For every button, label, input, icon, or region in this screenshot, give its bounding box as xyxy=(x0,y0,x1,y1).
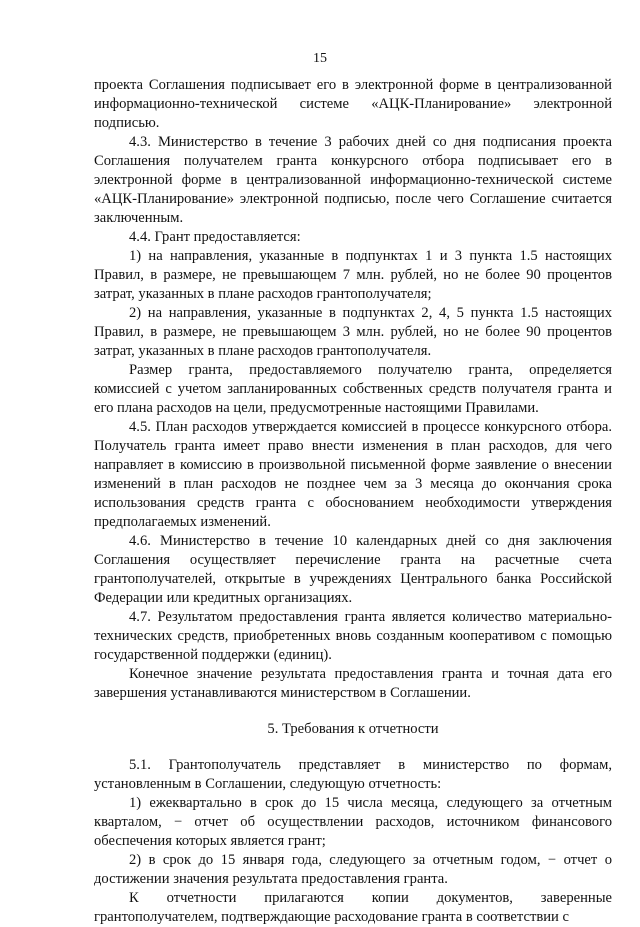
paragraph-4-6: 4.6. Министерство в течение 10 календарных дней со дня заключения Соглашения осуществляет перечисление гранта на расчетные счета грантополучателей, открытые в учреждениях Центрального банка Российской Федерации или кредитных организациях. xyxy=(94,533,612,606)
section-heading: 5. Требования к отчетности xyxy=(267,721,439,737)
paragraph-5-1-item-1: 1) ежеквартально в срок до 15 числа месяца, следующего за отчетным кварталом, − отчет об осуществлении расходов, источником финансового обеспечения которых является грант; xyxy=(94,795,612,849)
paragraph-5-1: 5.1. Грантополучатель представляет в министерство по формам, установленным в Соглашении, следующую отчетность: xyxy=(94,757,612,792)
paragraph-4-4: 4.4. Грант предоставляется: xyxy=(129,229,301,245)
paragraph-4-7: 4.7. Результатом предоставления гранта является количество материально-технических средств, приобретенных вновь созданным кооперативом с помощью государственной поддержки (единиц). xyxy=(94,609,612,663)
paragraph-attachments: К отчетности прилагаются копии документов, заверенные грантополучателем, подтверждающие расходование гранта в соответствии с xyxy=(94,890,612,925)
paragraph-grant-size: Размер гранта, предоставляемого получателю гранта, определяется комиссией с учетом запланированных собственных средств получателя гранта и его плана расходов на цели, предусмотренные настоящими Правилами. xyxy=(94,362,612,416)
paragraph-4-4-item-1: 1) на направления, указанные в подпунктах 1 и 3 пункта 1.5 настоящих Правил, в размере, не превышающем 7 млн. рублей, но не более 90 процентов затрат, указанных в плане расходов грантополучателя; xyxy=(94,248,612,302)
paragraph-continuation: проекта Соглашения подписывает его в электронной форме в централизованной информационно-технической системе «АЦК-Планирование» электронной подписью. xyxy=(94,77,612,131)
paragraph-4-5: 4.5. План расходов утверждается комиссией в процессе конкурсного отбора. Получатель гранта имеет право внести изменения в план расходов, для чего направляет в комиссию в произвольной письменной форме заявление о внесении изменений в план расходов не позднее чем за 3 месяца до окончания срока использования средств гранта с обоснованием необходимости утверждения предполагаемых изменений. xyxy=(94,419,612,530)
paragraph-4-4-item-2: 2) на направления, указанные в подпунктах 2, 4, 5 пункта 1.5 настоящих Правил, в размере, не превышающем 3 млн. рублей, но не более 90 процентов затрат, указанных в плане расходов грантополучателя. xyxy=(94,305,612,359)
page-number: 15 xyxy=(313,51,327,66)
document-body xyxy=(94,76,612,927)
paragraph-final-value: Конечное значение результата предоставления гранта и точная дата его завершения устанавливаются министерством в Соглашении. xyxy=(94,666,612,701)
paragraph-5-1-item-2: 2) в срок до 15 января года, следующего за отчетным годом, − отчет о достижении значения результата предоставления гранта. xyxy=(94,852,612,887)
paragraph-4-3: 4.3. Министерство в течение 3 рабочих дней со дня подписания проекта Соглашения получателем гранта конкурсного отбора подписывает его в электронной форме в централизованной информационно-технической системе «АЦК-Планирование» электронной подписью, после чего Соглашение считается заключенным. xyxy=(94,134,612,226)
